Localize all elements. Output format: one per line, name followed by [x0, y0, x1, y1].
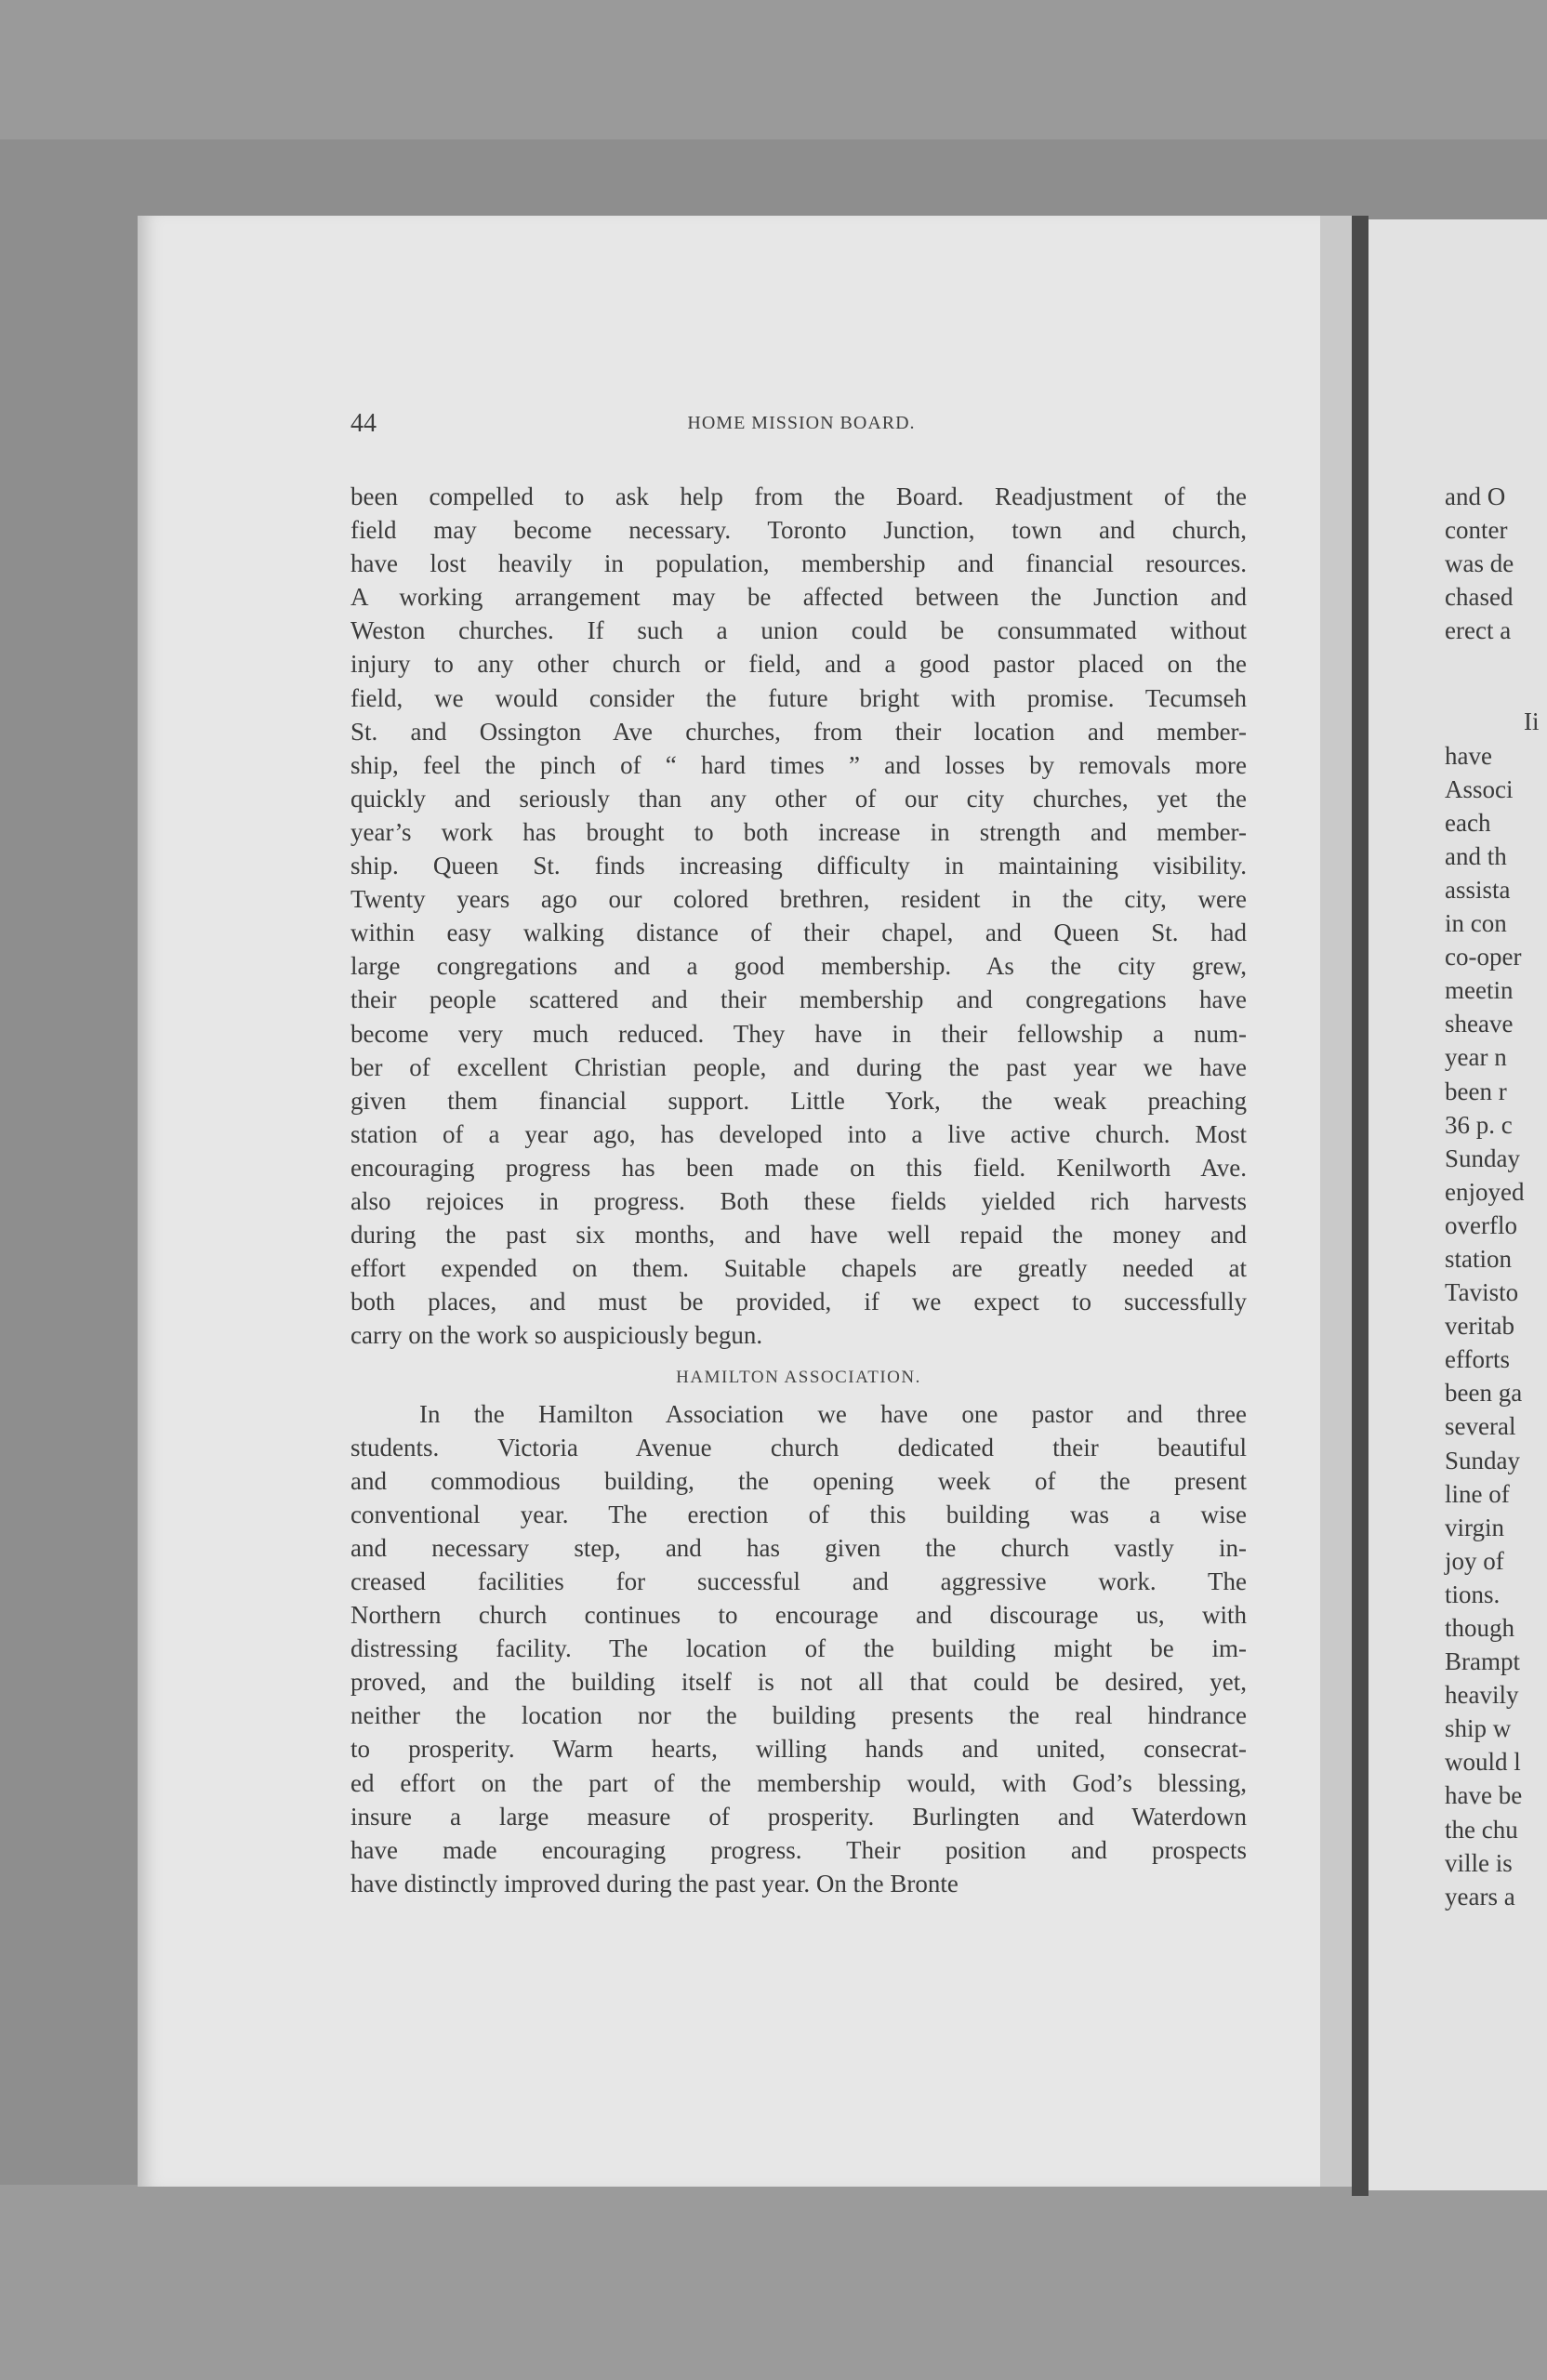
main-text	[350, 480, 1247, 1900]
right-page-line: in con	[1445, 909, 1507, 938]
right-page-line: veritab	[1445, 1312, 1514, 1341]
right-page-line: ship w	[1445, 1714, 1512, 1743]
text-line: their people scattered and their membership and congregations have	[350, 985, 1247, 1014]
text-line: given them financial support. Little York, the weak preaching	[350, 1086, 1247, 1115]
right-page-line: Associ	[1445, 774, 1514, 803]
text-line: quickly and seriously than any other of our city churches, yet the	[350, 784, 1247, 813]
right-page-text	[1445, 480, 1540, 1913]
scan-background-bottom	[0, 2185, 1547, 2380]
right-page-line: been r	[1445, 1077, 1507, 1105]
right-page-line: have	[1445, 741, 1492, 770]
right-page-line: each	[1445, 808, 1491, 837]
right-page-line: efforts	[1445, 1345, 1510, 1374]
text-line: have lost heavily in population, membership and financial resources.	[350, 549, 1247, 578]
text-line: field, we would consider the future bright with promise. Tecumseh	[350, 683, 1247, 712]
right-page-line: though	[1445, 1614, 1515, 1642]
text-line: been compelled to ask help from the Board. Readjustment of the	[350, 483, 1247, 510]
right-page-line: and O	[1445, 483, 1506, 510]
right-page-line: virgin	[1445, 1513, 1505, 1541]
text-line: ed effort on the part of the membership would, with God’s blessing,	[350, 1768, 1247, 1797]
right-page-line: co-oper	[1445, 943, 1522, 972]
text-line: ship. Queen St. finds increasing difficulty in maintaining visibility.	[350, 852, 1247, 880]
text-line: conventional year. The erection of this building was a wise	[350, 1500, 1247, 1528]
text-line: students. Victoria Avenue church dedicated their beautiful	[350, 1433, 1247, 1461]
right-page-line: line of	[1445, 1479, 1510, 1508]
right-page-line: conter	[1445, 516, 1508, 545]
paragraph-gap	[1445, 647, 1540, 705]
text-line: creased facilities for successful and aggressive work. The	[350, 1567, 1247, 1595]
text-line: Twenty years ago our colored brethren, resident in the city, were	[350, 885, 1247, 914]
right-page-line: erect a	[1445, 616, 1512, 645]
right-page-line: several	[1445, 1412, 1516, 1441]
text-line: A working arrangement may be affected between the Junction and	[350, 583, 1247, 612]
text-line: and necessary step, and has given the church vastly in-	[350, 1533, 1247, 1562]
text-line: Weston churches. If such a union could be consummated without	[350, 616, 1247, 645]
right-page-line: would l	[1445, 1748, 1521, 1777]
text-line: St. and Ossington Ave churches, from their location and member-	[350, 717, 1247, 746]
text-line: proved, and the building itself is not all that could be desired, yet,	[350, 1668, 1247, 1697]
right-page-line: tions.	[1445, 1580, 1501, 1608]
right-page-line: Brampt	[1445, 1647, 1520, 1676]
page-edge-shadow	[1320, 216, 1352, 2187]
right-page-line: ville is	[1445, 1848, 1513, 1877]
text-line: encouraging progress has been made on this field. Kenilworth Ave.	[350, 1153, 1247, 1182]
right-page-line: Ii	[1524, 707, 1540, 736]
text-line: field may become necessary. Toronto Junction, town and church,	[350, 516, 1247, 545]
right-page-line: sheave	[1445, 1010, 1514, 1038]
right-page-line: Tavisto	[1445, 1278, 1519, 1307]
right-page-line: assista	[1445, 875, 1511, 904]
text-line: year’s work has brought to both increase in strength and member-	[350, 817, 1247, 846]
text-line: In the Hamilton Association we have one pastor and three	[419, 1399, 1247, 1428]
text-line: distressing facility. The location of the building might be im-	[350, 1634, 1247, 1663]
text-line: become very much reduced. They have in their fellowship a num-	[350, 1019, 1247, 1048]
page-header	[350, 409, 1252, 446]
right-page-line: joy of	[1445, 1546, 1504, 1575]
text-line: Northern church continues to encourage and discourage us, with	[350, 1601, 1247, 1630]
right-page-line: year n	[1445, 1043, 1507, 1072]
right-page-line: Sunday	[1445, 1144, 1520, 1172]
running-title: HOME MISSION BOARD.	[687, 413, 916, 433]
right-page-line: been ga	[1445, 1379, 1523, 1408]
text-line: have made encouraging progress. Their position and prospects	[350, 1835, 1247, 1864]
right-page-line: overflo	[1445, 1210, 1517, 1239]
right-page-line: station	[1445, 1244, 1512, 1273]
right-page	[1368, 219, 1547, 2190]
text-line: also rejoices in progress. Both these fields yielded rich harvests	[350, 1186, 1247, 1215]
text-line: large congregations and a good membership. As the city grew,	[350, 952, 1247, 981]
right-page-line: heavily	[1445, 1681, 1519, 1710]
text-line: effort expended on them. Suitable chapels are greatly needed at	[350, 1254, 1247, 1283]
right-page-line: was de	[1445, 549, 1514, 578]
text-line: during the past six months, and have well repaid the money and	[350, 1221, 1247, 1250]
text-line: neither the location nor the building presents the real hindrance	[350, 1701, 1247, 1730]
right-page-line: have be	[1445, 1781, 1523, 1810]
text-line: injury to any other church or field, and a good pastor placed on the	[350, 650, 1247, 679]
right-page-line: the chu	[1445, 1815, 1518, 1844]
right-page-line: Sunday	[1445, 1446, 1520, 1474]
body-paragraph	[350, 480, 1247, 1352]
right-page-line: 36 p. c	[1445, 1110, 1513, 1139]
right-page-line: chased	[1445, 583, 1514, 612]
right-page-line: meetin	[1445, 976, 1514, 1005]
scan-background-top	[0, 0, 1547, 139]
section-paragraph	[350, 1397, 1247, 1900]
right-page-line: and th	[1445, 841, 1507, 870]
text-line: insure a large measure of prosperity. Burlingten and Waterdown	[350, 1802, 1247, 1831]
text-line: ship, feel the pinch of “ hard times ” and losses by removals more	[350, 750, 1247, 779]
right-page-line: years a	[1445, 1882, 1515, 1911]
text-line: carry on the work so auspiciously begun.	[350, 1321, 763, 1350]
text-line: both places, and must be provided, if we expect to successfully	[350, 1288, 1247, 1316]
section-heading: HAMILTON ASSOCIATION.	[676, 1368, 921, 1388]
page-number: 44	[350, 409, 377, 438]
text-line: to prosperity. Warm hearts, willing hands and united, consecrat-	[350, 1735, 1247, 1764]
book-gutter	[1352, 216, 1368, 2196]
right-page-line: enjoyed	[1445, 1177, 1525, 1206]
text-line: within easy walking distance of their chapel, and Queen St. had	[350, 919, 1247, 947]
text-line: ber of excellent Christian people, and during the past year we have	[350, 1052, 1247, 1081]
text-line: and commodious building, the opening week of the present	[350, 1466, 1247, 1495]
text-line: station of a year ago, has developed into a live active church. Most	[350, 1119, 1247, 1148]
text-line: have distinctly improved during the past year. On the Bronte	[350, 1869, 959, 1897]
